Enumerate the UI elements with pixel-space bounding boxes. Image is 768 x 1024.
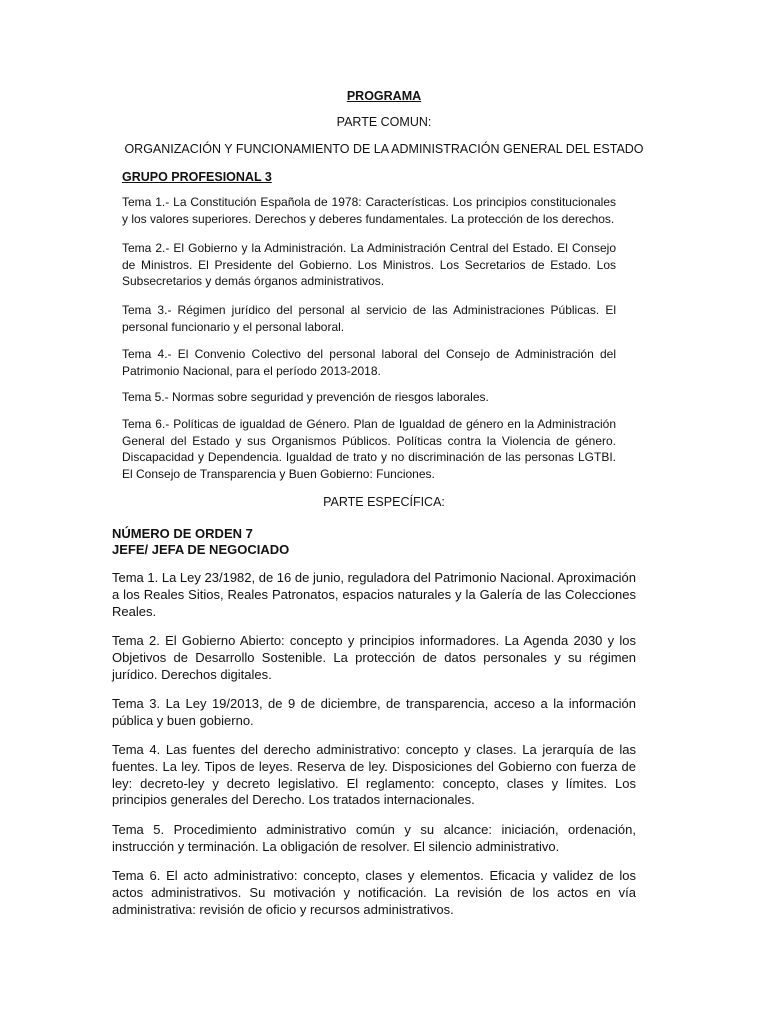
tema-comun-6: Tema 6.- Políticas de igualdad de Género. Plan de Igualdad de género en la Administración General del Estado y sus Organismos Públicos. Políticas contra la Violencia de género. Discapacidad y Dependencia. Igualdad de trato y no discriminación de las personas LGTBI. El Consejo de Transparencia y Buen Gobierno: Funciones. bbox=[122, 417, 616, 481]
tema-especifica-3: Tema 3. La Ley 19/2013, de 9 de diciembre, de transparencia, acceso a la información pública y buen gobierno. bbox=[112, 696, 636, 728]
tema-comun-3: Tema 3.- Régimen jurídico del personal al servicio de las Administraciones Públicas. El personal funcionario y el personal laboral. bbox=[122, 303, 616, 334]
tema-especifica-5: Tema 5. Procedimiento administrativo común y su alcance: iniciación, ordenación, instrucción y terminación. La obligación de resolver. El silencio administrativo. bbox=[112, 822, 636, 854]
numero-orden-heading: NÚMERO DE ORDEN 7 bbox=[112, 526, 253, 541]
document-title: PROGRAMA bbox=[346, 89, 422, 103]
tema-comun-2: Tema 2.- El Gobierno y la Administración. La Administración Central del Estado. El Consejo de Ministros. El Presidente del Gobierno. Los Ministros. Los Secretarios de Estado. Los Subsecretarios y demás órganos administrativos. bbox=[122, 241, 616, 288]
tema-especifica-2: Tema 2. El Gobierno Abierto: concepto y principios informadores. La Agenda 2030 y los Objetivos de Desarrollo Sostenible. La protección de datos personales y su régimen jurídico. Derechos digitales. bbox=[112, 633, 636, 682]
subtitle-organizacion: ORGANIZACIÓN Y FUNCIONAMIENTO DE LA ADMINISTRACIÓN GENERAL DEL ESTADO bbox=[124, 142, 644, 156]
tema-comun-5: Tema 5.- Normas sobre seguridad y prevención de riesgos laborales. bbox=[122, 390, 489, 404]
section-heading-parte-comun: PARTE COMUN: bbox=[336, 115, 432, 129]
section-heading-parte-especifica: PARTE ESPECÍFICA: bbox=[323, 495, 445, 509]
tema-comun-1: Tema 1.- La Constitución Española de 1978: Características. Los principios constitucionales y los valores superiores. Derechos y deberes fundamentales. La protección de los derechos. bbox=[122, 195, 616, 226]
tema-especifica-6: Tema 6. El acto administrativo: concepto, clases y elementos. Eficacia y validez de los actos administrativos. Su motivación y notificación. La revisión de los actos en vía administrativa: revisión de oficio y recursos administrativos. bbox=[112, 868, 636, 917]
tema-especifica-4: Tema 4. Las fuentes del derecho administrativo: concepto y clases. La jerarquía de las fuentes. La ley. Tipos de leyes. Reserva de ley. Disposiciones del Gobierno con fuerza de ley: decreto-ley y decreto legislativo. El reglamento: concepto, clases y límites. Los principios generales del Derecho. Los tratados internacionales. bbox=[112, 742, 636, 808]
puesto-heading: JEFE/ JEFA DE NEGOCIADO bbox=[112, 542, 290, 557]
tema-especifica-1: Tema 1. La Ley 23/1982, de 16 de junio, reguladora del Patrimonio Nacional. Aproximación a los Reales Sitios, Reales Patronatos, espacios naturales y la Galería de las Colecciones Reales. bbox=[112, 570, 636, 619]
grupo-profesional-heading: GRUPO PROFESIONAL 3 bbox=[122, 170, 272, 184]
tema-comun-4: Tema 4.- El Convenio Colectivo del personal laboral del Consejo de Administración del Patrimonio Nacional, para el período 2013-2018. bbox=[122, 347, 616, 378]
